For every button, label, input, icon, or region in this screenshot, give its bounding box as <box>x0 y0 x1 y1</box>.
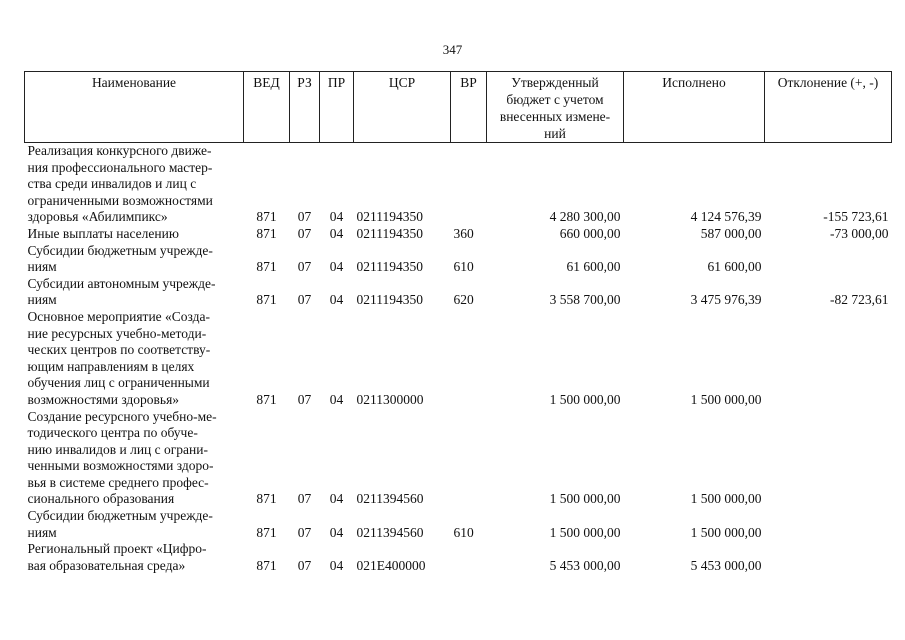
cell-name <box>25 508 244 541</box>
cell-ved: 871 <box>256 209 277 225</box>
cell-rz: 07 <box>297 557 312 573</box>
budget-table <box>24 71 892 574</box>
table-row <box>25 143 892 226</box>
name-line: ния профессионального мастер- <box>27 159 213 175</box>
name-line: Субсидии бюджетным учрежде- <box>27 508 213 524</box>
cell-pr: 04 <box>329 524 344 540</box>
page-number: 347 <box>442 42 463 57</box>
name-line: Основное мероприятие «Созда- <box>27 308 210 324</box>
header-executed: Исполнено <box>624 72 765 143</box>
cell-executed: 4 124 576,39 <box>690 209 762 225</box>
cell-pr: 04 <box>329 209 344 225</box>
name-line: ченными возможностями здоро- <box>27 458 214 474</box>
cell-rz: 07 <box>297 259 312 275</box>
cell-executed: 1 500 000,00 <box>690 491 762 507</box>
cell-csr: 021E400000 <box>356 557 426 573</box>
name-line: здоровья «Абилимпикс» <box>27 209 168 225</box>
cell-vr: 610 <box>453 524 474 540</box>
name-line: тодического центра по обуче- <box>27 425 198 441</box>
cell-plan: 1 500 000,00 <box>549 524 621 540</box>
cell-name <box>25 243 244 276</box>
cell-executed: 5 453 000,00 <box>690 557 762 573</box>
name-line: нию инвалидов и лиц с ограни- <box>27 441 208 457</box>
cell-rz: 07 <box>297 524 312 540</box>
cell-plan: 660 000,00 <box>559 225 621 241</box>
name-line: Субсидии автономным учрежде- <box>27 275 216 291</box>
cell-vr <box>451 309 487 409</box>
cell-rz: 07 <box>297 225 312 241</box>
cell-csr: 0211394560 <box>356 524 424 540</box>
cell-plan: 3 558 700,00 <box>549 292 621 308</box>
cell-rz: 07 <box>297 292 312 308</box>
cell-rz: 07 <box>297 209 312 225</box>
header-vr: ВР <box>451 72 487 143</box>
name-line: ние ресурсных учебно-методи- <box>27 325 207 341</box>
header-rz: РЗ <box>290 72 320 143</box>
cell-deviation: -82 723,61 <box>830 292 889 308</box>
cell-executed: 1 500 000,00 <box>690 391 762 407</box>
cell-ved: 871 <box>256 292 277 308</box>
cell-ved: 871 <box>256 524 277 540</box>
cell-ved: 871 <box>256 557 277 573</box>
header-deviation: Отклонение (+, -) <box>765 72 892 143</box>
table-row <box>25 409 892 509</box>
table-header-row <box>25 72 892 143</box>
cell-plan: 5 453 000,00 <box>549 557 621 573</box>
cell-executed: 61 600,00 <box>707 259 762 275</box>
cell-executed: 587 000,00 <box>700 225 762 241</box>
name-line: Региональный проект «Цифро- <box>27 541 207 557</box>
name-line: вая образовательная среда» <box>27 557 186 573</box>
cell-ved: 871 <box>256 491 277 507</box>
table-row <box>25 276 892 309</box>
cell-plan: 4 280 300,00 <box>549 209 621 225</box>
name-line: ограниченными возможностями <box>27 192 213 208</box>
cell-vr: 620 <box>453 292 474 308</box>
name-line: вья в системе среднего профес- <box>27 474 209 490</box>
table-body <box>25 143 892 575</box>
name-line: ства среди инвалидов и лиц с <box>27 176 197 192</box>
cell-vr <box>451 143 487 226</box>
header-plan: Утвержденный бюджет с учетом внесенных измене-ний <box>487 72 624 143</box>
name-line: возможностями здоровья» <box>27 391 180 407</box>
header-name: Наименование <box>25 72 244 143</box>
cell-rz: 07 <box>297 491 312 507</box>
cell-deviation <box>765 409 892 509</box>
name-line: ниям <box>27 524 57 540</box>
cell-deviation <box>765 243 892 276</box>
cell-ved: 871 <box>256 391 277 407</box>
cell-csr: 0211194350 <box>356 209 423 225</box>
cell-vr <box>451 541 487 574</box>
name-line: обучения лиц с ограниченными <box>27 375 210 391</box>
cell-name <box>25 541 244 574</box>
cell-name <box>25 409 244 509</box>
cell-csr: 0211300000 <box>356 391 424 407</box>
cell-deviation <box>765 309 892 409</box>
cell-pr: 04 <box>329 391 344 407</box>
cell-pr: 04 <box>329 292 344 308</box>
table-row <box>25 226 892 243</box>
table-row <box>25 508 892 541</box>
cell-deviation: -73 000,00 <box>830 225 889 241</box>
table-row <box>25 541 892 574</box>
cell-deviation: -155 723,61 <box>823 209 889 225</box>
cell-name <box>25 143 244 226</box>
cell-name <box>25 309 244 409</box>
name-line: Иные выплаты населению <box>27 225 179 241</box>
name-line: ющим направлениям в целях <box>27 358 195 374</box>
cell-plan: 1 500 000,00 <box>549 391 621 407</box>
cell-rz: 07 <box>297 391 312 407</box>
cell-vr <box>451 409 487 509</box>
cell-csr: 0211194350 <box>356 292 423 308</box>
cell-vr: 610 <box>453 259 474 275</box>
cell-pr: 04 <box>329 557 344 573</box>
cell-pr: 04 <box>329 259 344 275</box>
name-line: Реализация конкурсного движе- <box>27 143 212 158</box>
cell-deviation <box>765 508 892 541</box>
cell-executed: 1 500 000,00 <box>690 524 762 540</box>
cell-vr: 360 <box>453 225 474 241</box>
cell-name <box>25 276 244 309</box>
cell-name <box>25 226 244 243</box>
cell-csr: 0211194350 <box>356 225 423 241</box>
cell-pr: 04 <box>329 491 344 507</box>
name-line: сионального образования <box>27 491 175 507</box>
cell-plan: 61 600,00 <box>566 259 621 275</box>
cell-pr: 04 <box>329 225 344 241</box>
name-line: Создание ресурсного учебно-ме- <box>27 408 217 424</box>
table-row <box>25 309 892 409</box>
cell-csr: 0211394560 <box>356 491 424 507</box>
header-csr: ЦСР <box>354 72 451 143</box>
name-line: Субсидии бюджетным учрежде- <box>27 242 213 258</box>
table-row <box>25 243 892 276</box>
header-pr: ПР <box>320 72 354 143</box>
name-line: ческих центров по соответству- <box>27 342 211 358</box>
cell-executed: 3 475 976,39 <box>690 292 762 308</box>
cell-ved: 871 <box>256 259 277 275</box>
header-ved: ВЕД <box>244 72 290 143</box>
cell-deviation <box>765 541 892 574</box>
cell-ved: 871 <box>256 225 277 241</box>
cell-plan: 1 500 000,00 <box>549 491 621 507</box>
cell-csr: 0211194350 <box>356 259 423 275</box>
name-line: ниям <box>27 259 57 275</box>
name-line: ниям <box>27 292 57 308</box>
